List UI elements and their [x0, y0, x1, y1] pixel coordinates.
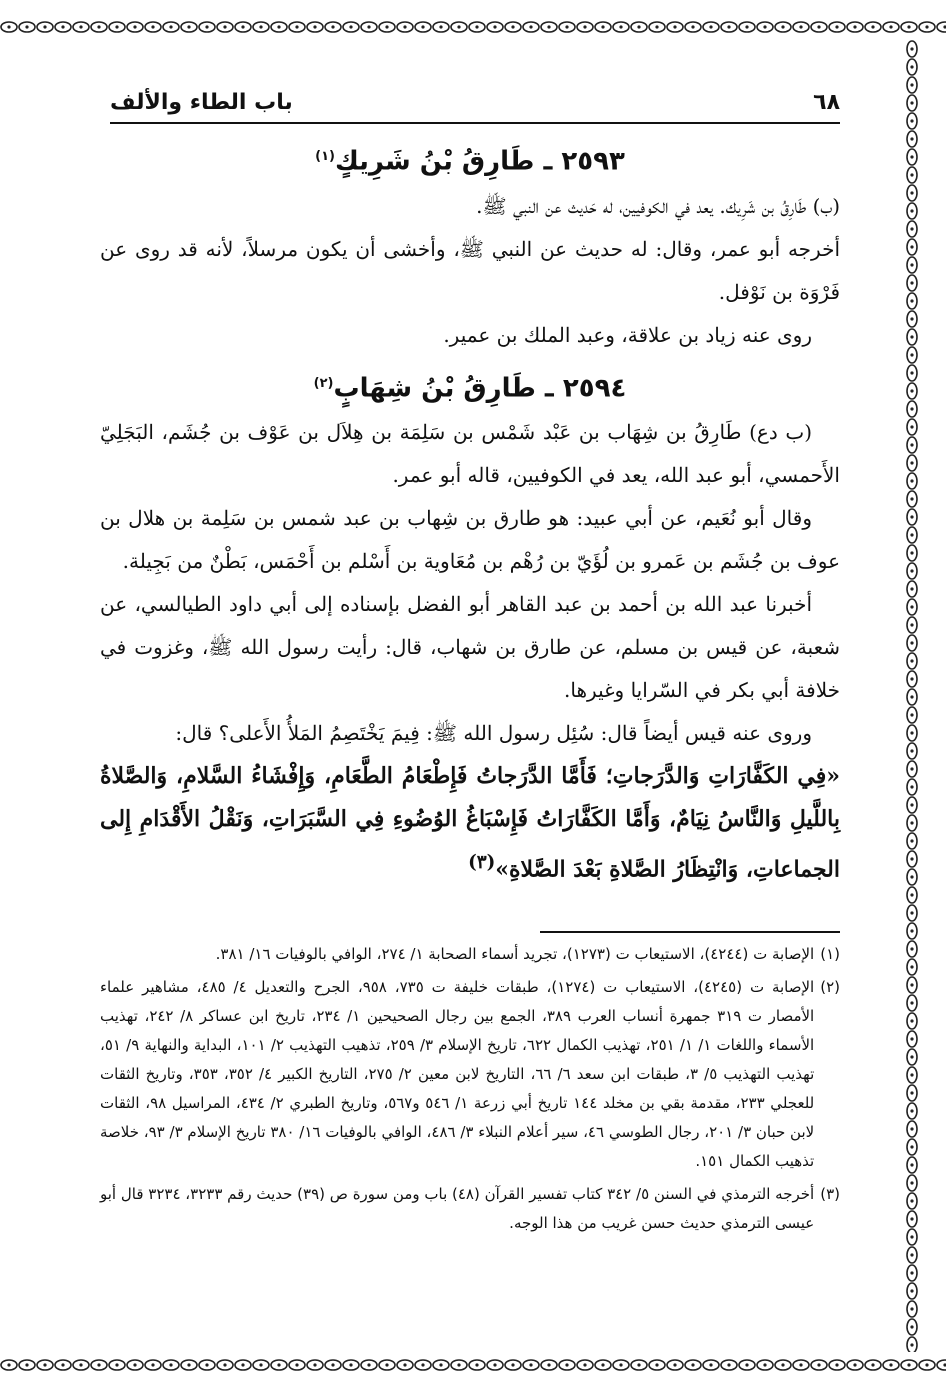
paragraph: روى عنه زياد بن علاقة، وعبد الملك بن عمير. — [443, 322, 812, 347]
chapter-title: باب الطاء والألف — [110, 89, 293, 115]
bottom-ornamental-border — [0, 1352, 946, 1378]
paragraph: (ب دع) طَارِقُ بن شِهَاب بن عَبْد شَمْس بن سَلِمَة بن هِلاَل بن عَوْف بن جُشَم، البَجَلِيّ الأَحمسي، أبو عبد الله، يعد في الكوفيين، قاله أبو عمر. — [100, 420, 840, 488]
paragraph: وقال أبو نُعَيم، عن أبي عبيد: هو طارق بن شِهاب بن عبد شمس بن سَلِمة بن هلال بن عوف بن جُشَم بن عَمرو بن لُؤَيّ بن رُهْم بن مُعَاوية بن أَسْلم بن أَحْمَس، بَطْنٌ من بَجِيلة. — [100, 506, 840, 574]
footnote-text: الإصابة ت (٤٢٤٥)، الاستيعاب ت (١٢٧٤)، طبقات خليفة ت ٧٣٥، ٩٥٨، الجرح والتعديل ٤/ ٤٨٥، مشاهير علماء الأمصار ت ٣١٩ جمهرة أنساب العرب ٣٨٩، الجمع بين رجال الصحيحين ١/ ٢٣٤، تاريخ ابن عساكر ٨/ ٢٤٢، تهذيب الأسماء واللغات ١/ ١/ ٢٥١، تهذيب الكمال ٦٢٢، تاريخ الإسلام ٣/ ٢٥٩، تذهيب التهذيب ٢/ ١٠١، البداية والنهاية ٩/ ٥١، تهذيب التهذيب ٥/ ٣، طبقات ابن سعد ٦/ ٦٦، التاريخ لابن معين ٢/ ٢٧٥، التاريخ الكبير ٤/ ٣٥٢، ٣٥٣، وتاريخ الثقات للعجلي ٢٣٣، مقدمة بقي بن مخلد ١٤٤ تاريخ أبي زرعة ١/ ٥٤٦ و٥٦٧، وتاريخ الطبري ٢/ ٤٣٤، المراسيل ٩٨، الثقات لابن حبان ٣/ ٢٠١، رجال الطوسي ٤٦، سير أعلام النبلاء ٣/ ٤٨٦، الوافي بالوفيات ١٦/ ٣٨٠ تاريخ الإسلام ٣/ ٩٣، خلاصة تذهيب الكمال ١٥١. — [100, 978, 815, 1170]
top-ornamental-border — [0, 14, 946, 40]
footnote-text: الإصابة ت (٤٢٤٤)، الاستيعاب ت (١٢٧٣)، تجريد أسماء الصحابة ١/ ٢٧٤، الوافي بالوفيات ١٦/ ٣٨١. — [215, 945, 815, 963]
footnote-number: (٣) — [820, 1185, 840, 1203]
footnote-text: أخرجه الترمذي في السنن ٥/ ٣٤٢ كتاب تفسير القرآن (٤٨) باب ومن سورة ص (٣٩) حديث رقم ٣٢٣٣، ٣٢٣٤ قال أبو عيسى الترمذي حديث حسن غريب من هذا الوجه. — [100, 1185, 815, 1232]
footnote-number: (٢) — [820, 978, 840, 996]
footnote — [100, 940, 840, 969]
main-text — [100, 130, 840, 892]
hadith-text: «فِي الكَفَّارَاتِ وَالدَّرَجاتِ؛ فَأَمَّا الدَّرَجاتُ فَإِطْعَامُ الطَّعَامِ، وَإِفْشَاءُ السَّلامِ، وَالصَّلاةُ بِاللَّيلِ وَالنَّاسُ نِيَامٌ، وَأَمَّا الكَفَّارَاتُ فَإِسْبَاغُ الوُضُوءِ فِي السَّبَرَاتِ، وَنَقْلُ الأَقْدَامِ إِلى الجماعاتِ، وَانْتِظَارُ الصَّلاةِ بَعْدَ الصَّلاةِ»$^{(٣)}$ — [100, 763, 840, 883]
footnote — [100, 973, 840, 1176]
footnote-ref: (٣) — [468, 852, 496, 874]
footnote-ref: (٢) — [313, 375, 334, 391]
paragraph: أخرجه أبو عمر، وقال: له حديث عن النبي ﷺ، وأخشى أن يكون مرسلاً، لأنه قد روى عن فَرْوَة بن نَوْفل. — [100, 236, 840, 304]
footnote — [100, 1180, 840, 1238]
paragraph: أخبرنا عبد الله بن أحمد بن عبد القاهر أبو الفضل بإسناده إلى أبي داود الطيالسي، عن شعبة، عن قيس بن مسلم، عن طارق بن شهاب، قال: رأيت رسول الله ﷺ، وغزوت في خلافة أبي بكر في السّرايا وغيرها. — [100, 592, 840, 703]
page-header — [110, 82, 840, 122]
entry-title: ٢٥٩٤ ـ طَارِقُ بْنُ شِهَابٍ$^{(٢)}$ — [313, 373, 627, 404]
paragraph: (ب) طَارِقُ بن شَرِيك. يعد في الكوفيين، له حَديث عن النبي ﷺ. — [476, 193, 840, 218]
paragraph: وروى عنه قيس أيضاً قال: سُئِل رسول الله ﷺ: فِيمَ يَخْتَصِمُ المَلأُ الأَعلى؟ قال: — [175, 721, 812, 746]
page-number: ٦٨ — [813, 89, 840, 115]
entry-title: ٢٥٩٣ ـ طَارِقُ بْنُ شَرِيكٍ$^{(١)}$ — [315, 146, 625, 177]
footnotes — [100, 940, 840, 1242]
footnote-separator — [540, 931, 840, 933]
header-rule — [110, 122, 840, 124]
footnote-number: (١) — [820, 945, 840, 963]
footnote-ref: (١) — [315, 149, 335, 164]
right-ornamental-border — [903, 40, 921, 1352]
